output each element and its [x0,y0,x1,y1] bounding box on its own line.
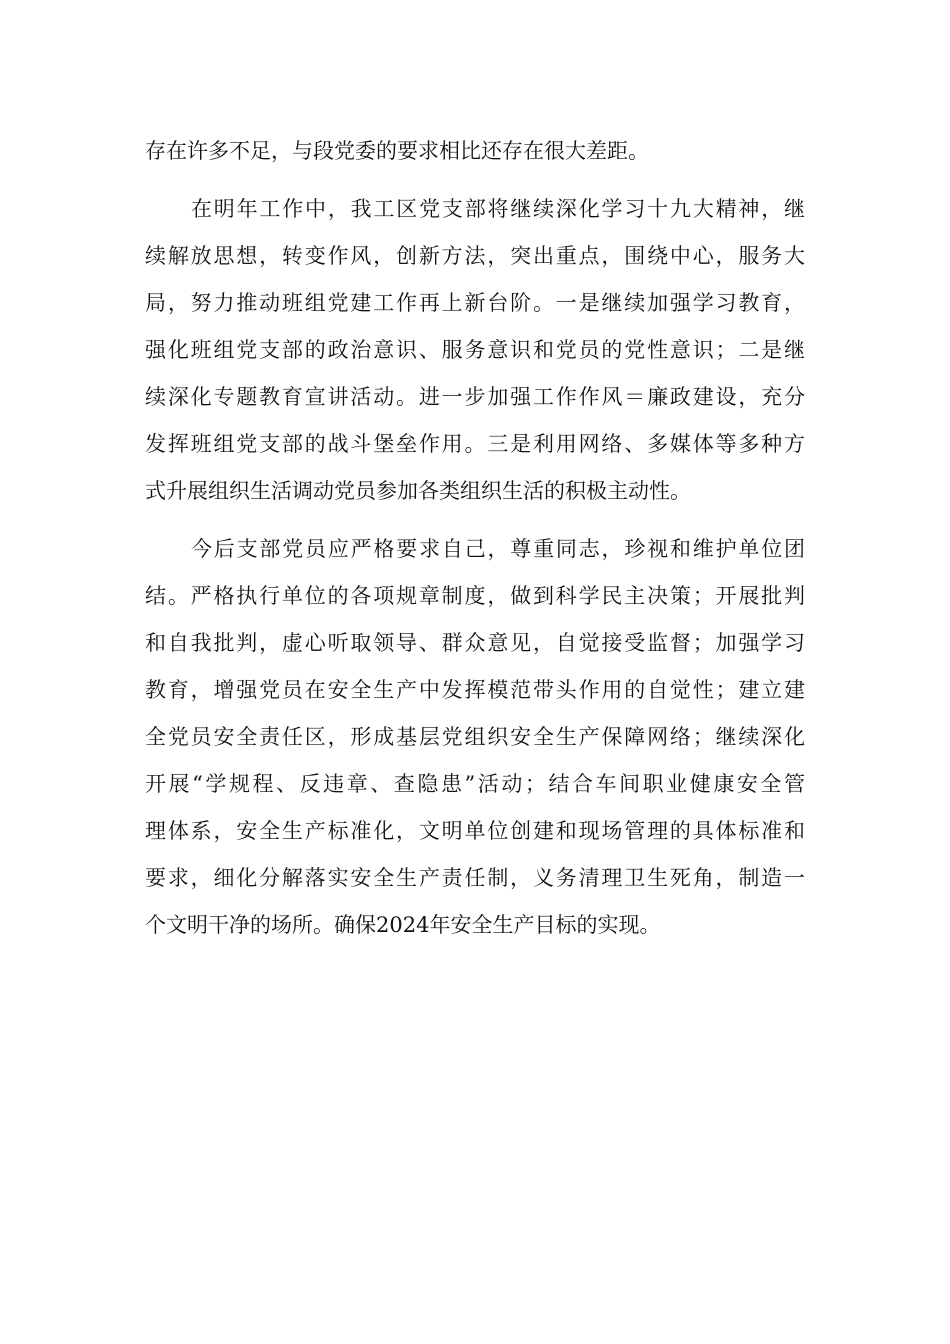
document-body [145,128,805,949]
paragraph-gap [145,175,805,186]
text-line: 结。严格执行单位的各项规章制度，做到科学民主决策；开展批判 [145,584,805,608]
paragraph-gap [145,515,805,526]
text-line: 局，努力推动班组党建工作再上新台阶。一是继续加强学习教育， [145,291,805,315]
paragraph-2 [145,186,805,515]
text-line: 理体系，安全生产标准化，文明单位创建和现场管理的具体标准和 [145,819,805,843]
paragraph-1 [145,128,805,175]
text-line: 存在许多不足，与段党委的要求相比还存在很大差距。 [145,139,649,163]
text-line: 式升展组织生活调动党员参加各类组织生活的积极主动性。 [145,479,691,503]
text-line: 和自我批判，虚心听取领导、群众意见，自觉接受监督；加强学习 [145,631,805,655]
text-line: 续解放思想，转变作风，创新方法，突出重点，围绕中心，服务大 [145,244,805,268]
text-line: 开展“学规程、反违章、查隐患”活动；结合车间职业健康安全管 [145,772,805,796]
text-line: 续深化专题教育宣讲活动。进一步加强工作作风＝廉政建设，充分 [145,385,805,409]
text-line: 发挥班组党支部的战斗堡垒作用。三是利用网络、多媒体等多种方 [145,432,805,456]
text-line: 强化班组党支部的政治意识、服务意识和党员的党性意识；二是继 [145,338,805,362]
text-line: 教育，增强党员在安全生产中发挥模范带头作用的自觉性；建立建 [145,678,805,702]
text-line: 要求，细化分解落实安全生产责任制，义务清理卫生死角，制造一 [145,866,805,890]
text-line: 在明年工作中，我工区党支部将继续深化学习十九大精神，继 [191,197,805,221]
text-line: 全党员安全责任区，形成基层党组织安全生产保障网络；继续深化 [145,725,805,749]
text-line: 个文明干净的场所。确保2024年安全生产目标的实现。 [145,913,661,937]
paragraph-3 [145,526,805,949]
text-line: 今后支部党员应严格要求自己，尊重同志，珍视和维护单位团 [191,537,805,561]
